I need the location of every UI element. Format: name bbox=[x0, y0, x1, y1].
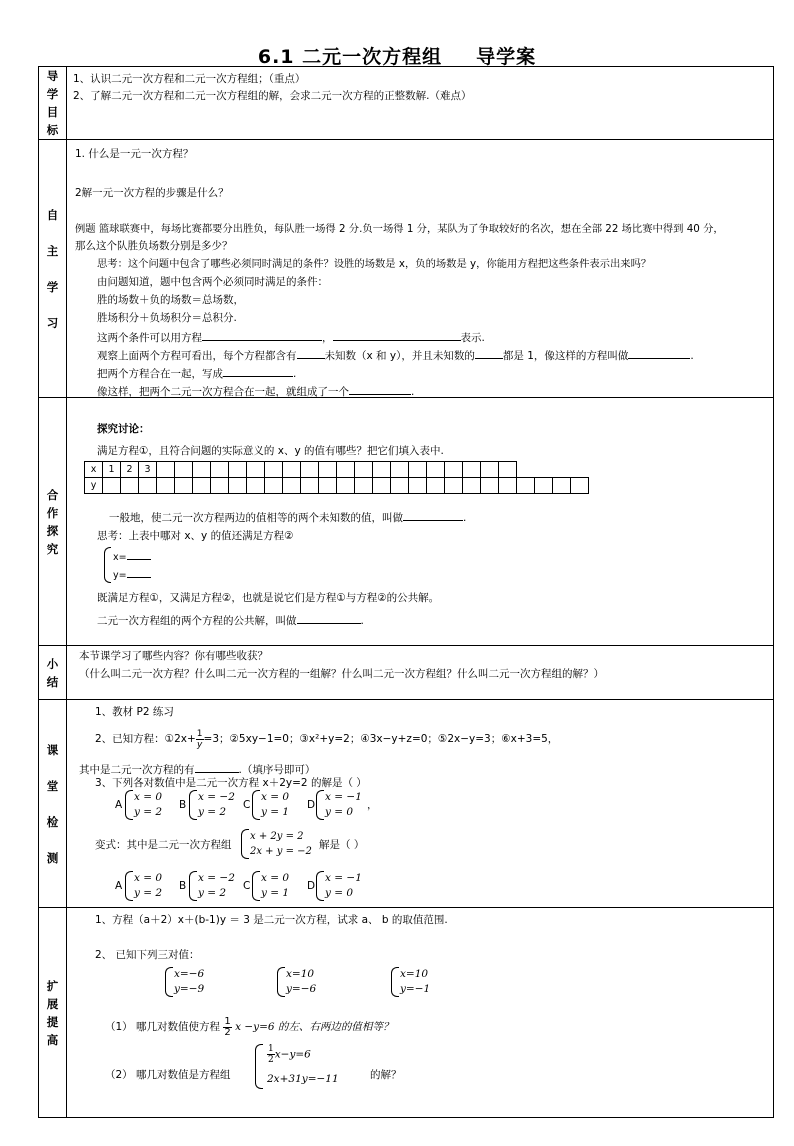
blank[interactable] bbox=[127, 566, 151, 578]
y-fill: y= bbox=[113, 566, 151, 583]
fill-system: 像这样，把两个二元一次方程合在一起，就组成了一个 . bbox=[97, 383, 414, 399]
option-b[interactable]: x = −2 y = 2 bbox=[198, 790, 235, 820]
section-label-explore: 合 作 探 究 bbox=[39, 398, 67, 646]
question-1: 1. 什么是一元一次方程？ bbox=[75, 148, 194, 160]
fill-combine: 把两个方程合在一起，写成 . bbox=[97, 365, 296, 381]
check-1: 1、教材 P2 练习 bbox=[95, 706, 174, 718]
example-line-2: 那么这个队胜负场数分别是多少？ bbox=[75, 240, 233, 252]
section-label-extension: 扩 展 提 高 bbox=[39, 908, 67, 1118]
table-cell: 3 bbox=[139, 462, 157, 478]
check-3: 3、下列各对数值中是二元一次方程 x＋2y=2 的解是（ ） bbox=[95, 777, 367, 789]
option-d-key: D bbox=[307, 880, 316, 892]
option-a-key: A bbox=[115, 799, 123, 811]
extension-2: 2、 已知下列三对值： bbox=[95, 949, 200, 961]
option-b-key: B bbox=[179, 880, 187, 892]
section-summary bbox=[39, 646, 774, 700]
condition-2: 胜场积分＋负场积分＝总积分. bbox=[97, 312, 237, 324]
section-goals bbox=[39, 67, 774, 140]
table-cell: y bbox=[85, 478, 103, 494]
blank[interactable] bbox=[628, 347, 690, 359]
blank[interactable] bbox=[475, 347, 503, 359]
example-line-1: 例题 篮球联赛中，每场比赛都要分出胜负，每队胜一场得 2 分.负一场得 1 分，某队为了争取较好的名次，想在全部 22 场比赛中得到 40 分， bbox=[75, 223, 724, 235]
value-pair-3: x=10 y=−1 bbox=[400, 967, 430, 997]
extension-q2-suffix: 的解？ bbox=[370, 1069, 402, 1081]
option-d-key: D bbox=[307, 799, 316, 811]
option-a[interactable]: x = 0 y = 2 bbox=[134, 871, 162, 901]
option-d[interactable]: x = −1 y = 0 bbox=[325, 871, 362, 901]
extension-q2-system: $\frac{1}{2}$ x−y=6 2x+31y=−11 bbox=[267, 1044, 339, 1089]
fill-equations: 这两个条件可以用方程 ， 表示. bbox=[97, 329, 485, 345]
check-2: 2、已知方程：①2x+ $\frac{1}{y}$ =3；②5xy−1=0；③x²+y=2；④3x−y+z=0；⑤2x−y=3；⑥x+3=5， bbox=[95, 728, 559, 750]
value-pair-1: x=−6 y=−9 bbox=[174, 967, 204, 997]
section-self-study bbox=[39, 140, 774, 398]
blank[interactable] bbox=[297, 347, 325, 359]
summary-line-2: （什么叫二元一次方程？什么叫二元一次方程的一组解？什么叫二元一次方程组？什么叫二元一次方程组的解？） bbox=[79, 668, 604, 680]
check-2-fill: 其中是二元一次方程的有 .（填序号即可） bbox=[79, 761, 315, 777]
section-label-check: 课 堂 检 测 bbox=[39, 700, 67, 908]
option-b-key: B bbox=[179, 799, 187, 811]
blank[interactable] bbox=[297, 612, 361, 624]
xy-table bbox=[84, 461, 589, 494]
think-prompt: 思考：这个问题中包含了哪些必须同时满足的条件？设胜的场数是 x，负的场数是 y，你能用方程把这些条件表示出来吗？ bbox=[97, 258, 652, 270]
variant-suffix: 解是（ ） bbox=[319, 839, 365, 851]
blank[interactable] bbox=[403, 509, 463, 521]
blank[interactable] bbox=[202, 329, 322, 341]
blank[interactable] bbox=[333, 329, 461, 341]
condition-1: 胜的场数＋负的场数＝总场数， bbox=[97, 294, 244, 306]
variant-prefix: 变式：其中是二元一次方程组 bbox=[95, 839, 232, 851]
section-label-self-study: 自 主 学 习 bbox=[39, 140, 67, 398]
section-explore bbox=[39, 398, 774, 646]
option-c[interactable]: x = 0 y = 1 bbox=[261, 871, 289, 901]
page-title: 6.1 二元一次方程组 导学案 bbox=[257, 46, 537, 68]
extension-q2-prefix: （2） 哪几对数值是方程组 bbox=[105, 1069, 231, 1081]
variant-system: x + 2y = 2 2x + y = −2 bbox=[250, 829, 312, 859]
condition-intro: 由问题知道，题中包含两个必须同时满足的条件： bbox=[97, 276, 328, 288]
section-extension bbox=[39, 908, 774, 1118]
solution-definition: 一般地，使二元一次方程两边的值相等的两个未知数的值，叫做 . bbox=[109, 509, 466, 525]
blank[interactable] bbox=[349, 383, 411, 395]
worksheet-table bbox=[38, 66, 774, 1118]
comma: ， bbox=[367, 799, 378, 811]
goal-2: 2、了解二元一次方程和二元一次方程组的解，会求二元一次方程的正整数解.（难点） bbox=[73, 90, 472, 102]
fill-definition: 观察上面两个方程可看出，每个方程都含有 未知数（x 和 y），并且未知数的 都是 1，像这样的方程叫做 . bbox=[97, 347, 694, 363]
option-c-key: C bbox=[243, 799, 251, 811]
option-a-key: A bbox=[115, 880, 123, 892]
option-c-key: C bbox=[243, 880, 251, 892]
value-pair-2: x=10 y=−6 bbox=[286, 967, 316, 997]
blank[interactable] bbox=[195, 761, 239, 773]
section-label-goals: 导 学 目 标 bbox=[39, 67, 67, 140]
think-eq2: 思考：上表中哪对 x、y 的值还满足方程② bbox=[97, 530, 294, 542]
option-c[interactable]: x = 0 y = 1 bbox=[261, 790, 289, 820]
table-cell: 1 bbox=[103, 462, 121, 478]
goal-1: 1、认识二元一次方程和二元一次方程组；（重点） bbox=[73, 73, 306, 85]
option-b[interactable]: x = −2 y = 2 bbox=[198, 871, 235, 901]
blank[interactable] bbox=[127, 548, 151, 560]
table-cell: x bbox=[85, 462, 103, 478]
question-2: 2解一元一次方程的步骤是什么？ bbox=[75, 187, 229, 199]
section-label-summary: 小 结 bbox=[39, 646, 67, 700]
summary-line-1: 本节课学习了哪些内容？你有哪些收获？ bbox=[79, 650, 268, 662]
common-solution: 既满足方程①，又满足方程②，也就是说它们是方程①与方程②的公共解。 bbox=[97, 592, 440, 604]
brace bbox=[104, 547, 111, 583]
extension-1: 1、方程（a＋2）x＋(b-1)y ＝ 3 是二元一次方程，试求 a、 b 的取值范围. bbox=[95, 914, 448, 926]
x-fill: x= bbox=[113, 548, 151, 565]
extension-q1: （1） 哪几对数值使方程 $\frac{1}{2}$ x −y=6 的左、右两边的值相等？ bbox=[105, 1015, 394, 1038]
section-check bbox=[39, 700, 774, 908]
blank[interactable] bbox=[223, 365, 293, 377]
table-cell: 2 bbox=[121, 462, 139, 478]
option-d[interactable]: x = −1 y = 0 bbox=[325, 790, 362, 820]
option-a[interactable]: x = 0 y = 2 bbox=[134, 790, 162, 820]
system-solution-def: 二元一次方程组的两个方程的公共解，叫做 . bbox=[97, 612, 364, 628]
explore-task: 满足方程①，且符合问题的实际意义的 x、y 的值有哪些？把它们填入表中. bbox=[97, 445, 444, 457]
explore-heading: 探究讨论： bbox=[97, 423, 150, 435]
